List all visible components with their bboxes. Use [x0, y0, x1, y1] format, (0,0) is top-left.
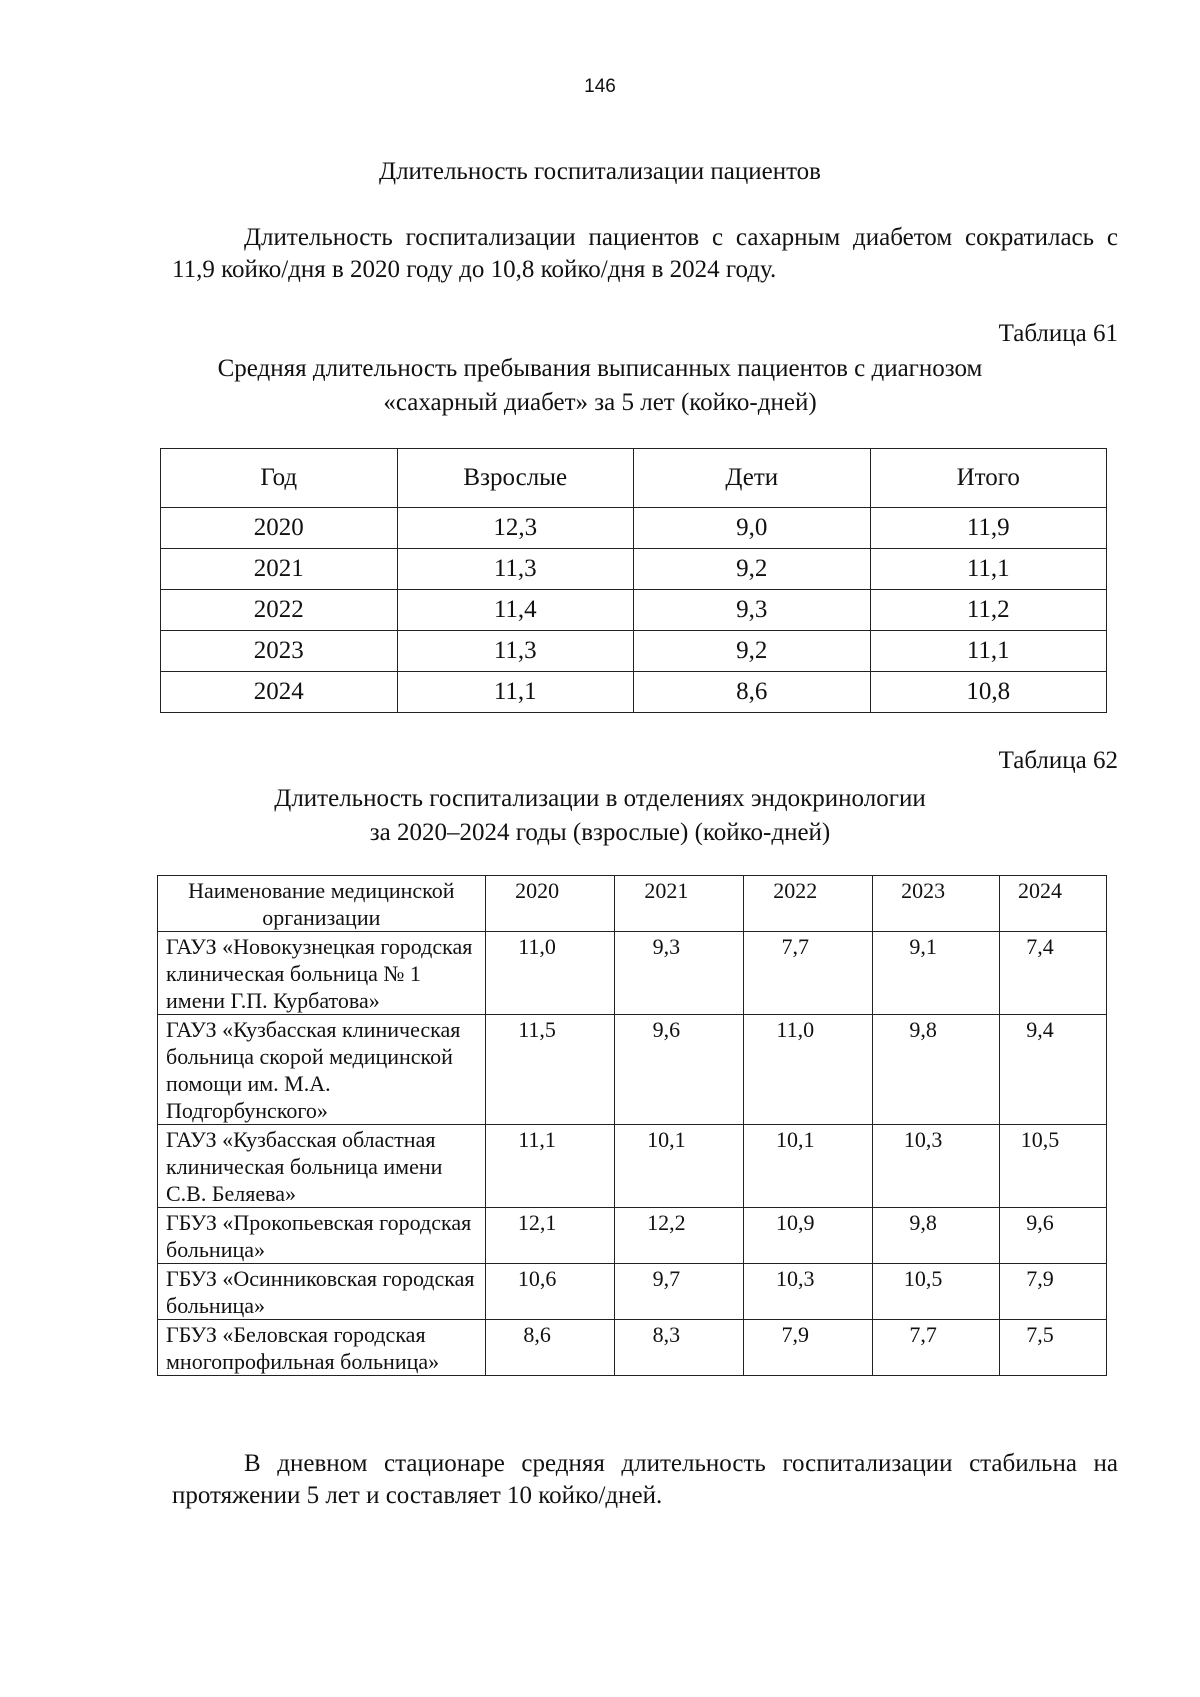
table-cell: 7,7 [873, 1320, 1000, 1376]
table-cell: 11,1 [870, 549, 1107, 590]
table-row [161, 508, 1107, 549]
table-cell: 9,6 [615, 1015, 744, 1125]
table-cell: 7,9 [1000, 1264, 1107, 1320]
table62-label: Таблица 62 [998, 747, 1118, 774]
table-cell: 11,1 [870, 631, 1107, 672]
table-cell: ГАУЗ «Кузбасская клиническая больница скорой медицинской помощи им. М.А. Подгорбунского» [158, 1015, 486, 1125]
table62-caption-line1: Длительность госпитализации в отделениях эндокринологии [274, 785, 926, 812]
table-cell: 2024 [161, 672, 398, 713]
table-cell: 11,1 [485, 1125, 615, 1208]
page-number: 146 [584, 76, 616, 97]
table61-label: Таблица 61 [998, 320, 1118, 347]
table62-header-cell: 2023 [873, 876, 1000, 932]
table-cell: 11,4 [397, 590, 634, 631]
table-cell: 9,7 [615, 1264, 744, 1320]
table62-header-cell: Наименование медицинской организации [158, 876, 486, 932]
table61 [160, 448, 1107, 713]
table-row [161, 549, 1107, 590]
table-cell: 8,6 [634, 672, 871, 713]
table62-header-cell: 2024 [1000, 876, 1107, 932]
table-cell: 11,3 [397, 631, 634, 672]
table-cell: 7,4 [1000, 932, 1107, 1015]
table-cell: 8,3 [615, 1320, 744, 1376]
table61-header-cell: Взрослые [397, 449, 634, 508]
table-cell: 7,7 [744, 932, 873, 1015]
table-cell: 11,5 [485, 1015, 615, 1125]
table-cell: 7,5 [1000, 1320, 1107, 1376]
table62-header-cell: 2021 [615, 876, 744, 932]
table-cell: 2023 [161, 631, 398, 672]
table-cell: 10,1 [744, 1125, 873, 1208]
table-cell: 9,3 [615, 932, 744, 1015]
table-cell: ГБУЗ «Прокопьевская городская больница» [158, 1208, 486, 1264]
table61-header-cell: Итого [870, 449, 1107, 508]
table-cell: 10,9 [744, 1208, 873, 1264]
table62-header-cell: 2022 [744, 876, 873, 932]
table61-caption-line1: Средняя длительность пребывания выписанных пациентов с диагнозом [217, 355, 983, 382]
table-cell: 9,2 [634, 631, 871, 672]
table-cell: 10,3 [873, 1125, 1000, 1208]
table-cell: 12,1 [485, 1208, 615, 1264]
table-cell: 11,3 [397, 549, 634, 590]
table-cell: 11,0 [485, 932, 615, 1015]
table-row [158, 1320, 1107, 1376]
table-cell: 9,2 [634, 549, 871, 590]
table-row [158, 1015, 1107, 1125]
table-cell: 2020 [161, 508, 398, 549]
closing-paragraph: В дневном стационаре средняя длительность госпитализации стабильна на протяжении 5 лет и составляет 10 койко/дней. [172, 1450, 1118, 1509]
table62-header-cell: 2020 [485, 876, 615, 932]
table-cell: 9,1 [873, 932, 1000, 1015]
table-cell: 9,6 [1000, 1208, 1107, 1264]
table-cell: ГБУЗ «Беловская городская многопрофильная больница» [158, 1320, 486, 1376]
table-row [158, 1125, 1107, 1208]
table-cell: 10,6 [485, 1264, 615, 1320]
table61-caption [0, 352, 1200, 420]
table-cell: ГБУЗ «Осинниковская городская больница» [158, 1264, 486, 1320]
table-row [158, 1208, 1107, 1264]
table-cell: 9,8 [873, 1015, 1000, 1125]
table62-caption-line2: за 2020–2024 годы (взрослые) (койко-дней) [369, 819, 831, 846]
table-row [161, 631, 1107, 672]
table-row [161, 590, 1107, 631]
table-cell: 11,9 [870, 508, 1107, 549]
table-cell: 2022 [161, 590, 398, 631]
table-cell: 10,5 [1000, 1125, 1107, 1208]
table62-header-row [158, 876, 1107, 932]
table62-caption [0, 782, 1200, 850]
table-cell: 7,9 [744, 1320, 873, 1376]
table-cell: 10,5 [873, 1264, 1000, 1320]
table-cell: 9,8 [873, 1208, 1000, 1264]
table-row [158, 1264, 1107, 1320]
table-cell: 2021 [161, 549, 398, 590]
table61-caption-line2: «сахарный диабет» за 5 лет (койко-дней) [383, 389, 817, 416]
table-cell: 9,0 [634, 508, 871, 549]
table-cell: 9,3 [634, 590, 871, 631]
table-cell: ГАУЗ «Кузбасская областная клиническая больница имени С.В. Беляева» [158, 1125, 486, 1208]
table-cell: 11,0 [744, 1015, 873, 1125]
table-cell: 10,8 [870, 672, 1107, 713]
table-row [161, 672, 1107, 713]
table-row [158, 932, 1107, 1015]
table61-header-cell: Год [161, 449, 398, 508]
section-title: Длительность госпитализации пациентов [379, 158, 821, 185]
table61-header-cell: Дети [634, 449, 871, 508]
table-cell: 12,3 [397, 508, 634, 549]
table-cell: ГАУЗ «Новокузнецкая городская клиническая больница № 1 имени Г.П. Курбатова» [158, 932, 486, 1015]
table-cell: 9,4 [1000, 1015, 1107, 1125]
table-cell: 12,2 [615, 1208, 744, 1264]
table-cell: 11,1 [397, 672, 634, 713]
intro-paragraph: Длительность госпитализации пациентов с сахарным диабетом сократилась с 11,9 койко/дня в 2020 году до 10,8 койко/дня в 2024 году. [172, 224, 1118, 283]
table-cell: 11,2 [870, 590, 1107, 631]
table-cell: 10,3 [744, 1264, 873, 1320]
table61-header-row [161, 449, 1107, 508]
table-cell: 8,6 [485, 1320, 615, 1376]
table-cell: 10,1 [615, 1125, 744, 1208]
table62 [157, 875, 1107, 1376]
